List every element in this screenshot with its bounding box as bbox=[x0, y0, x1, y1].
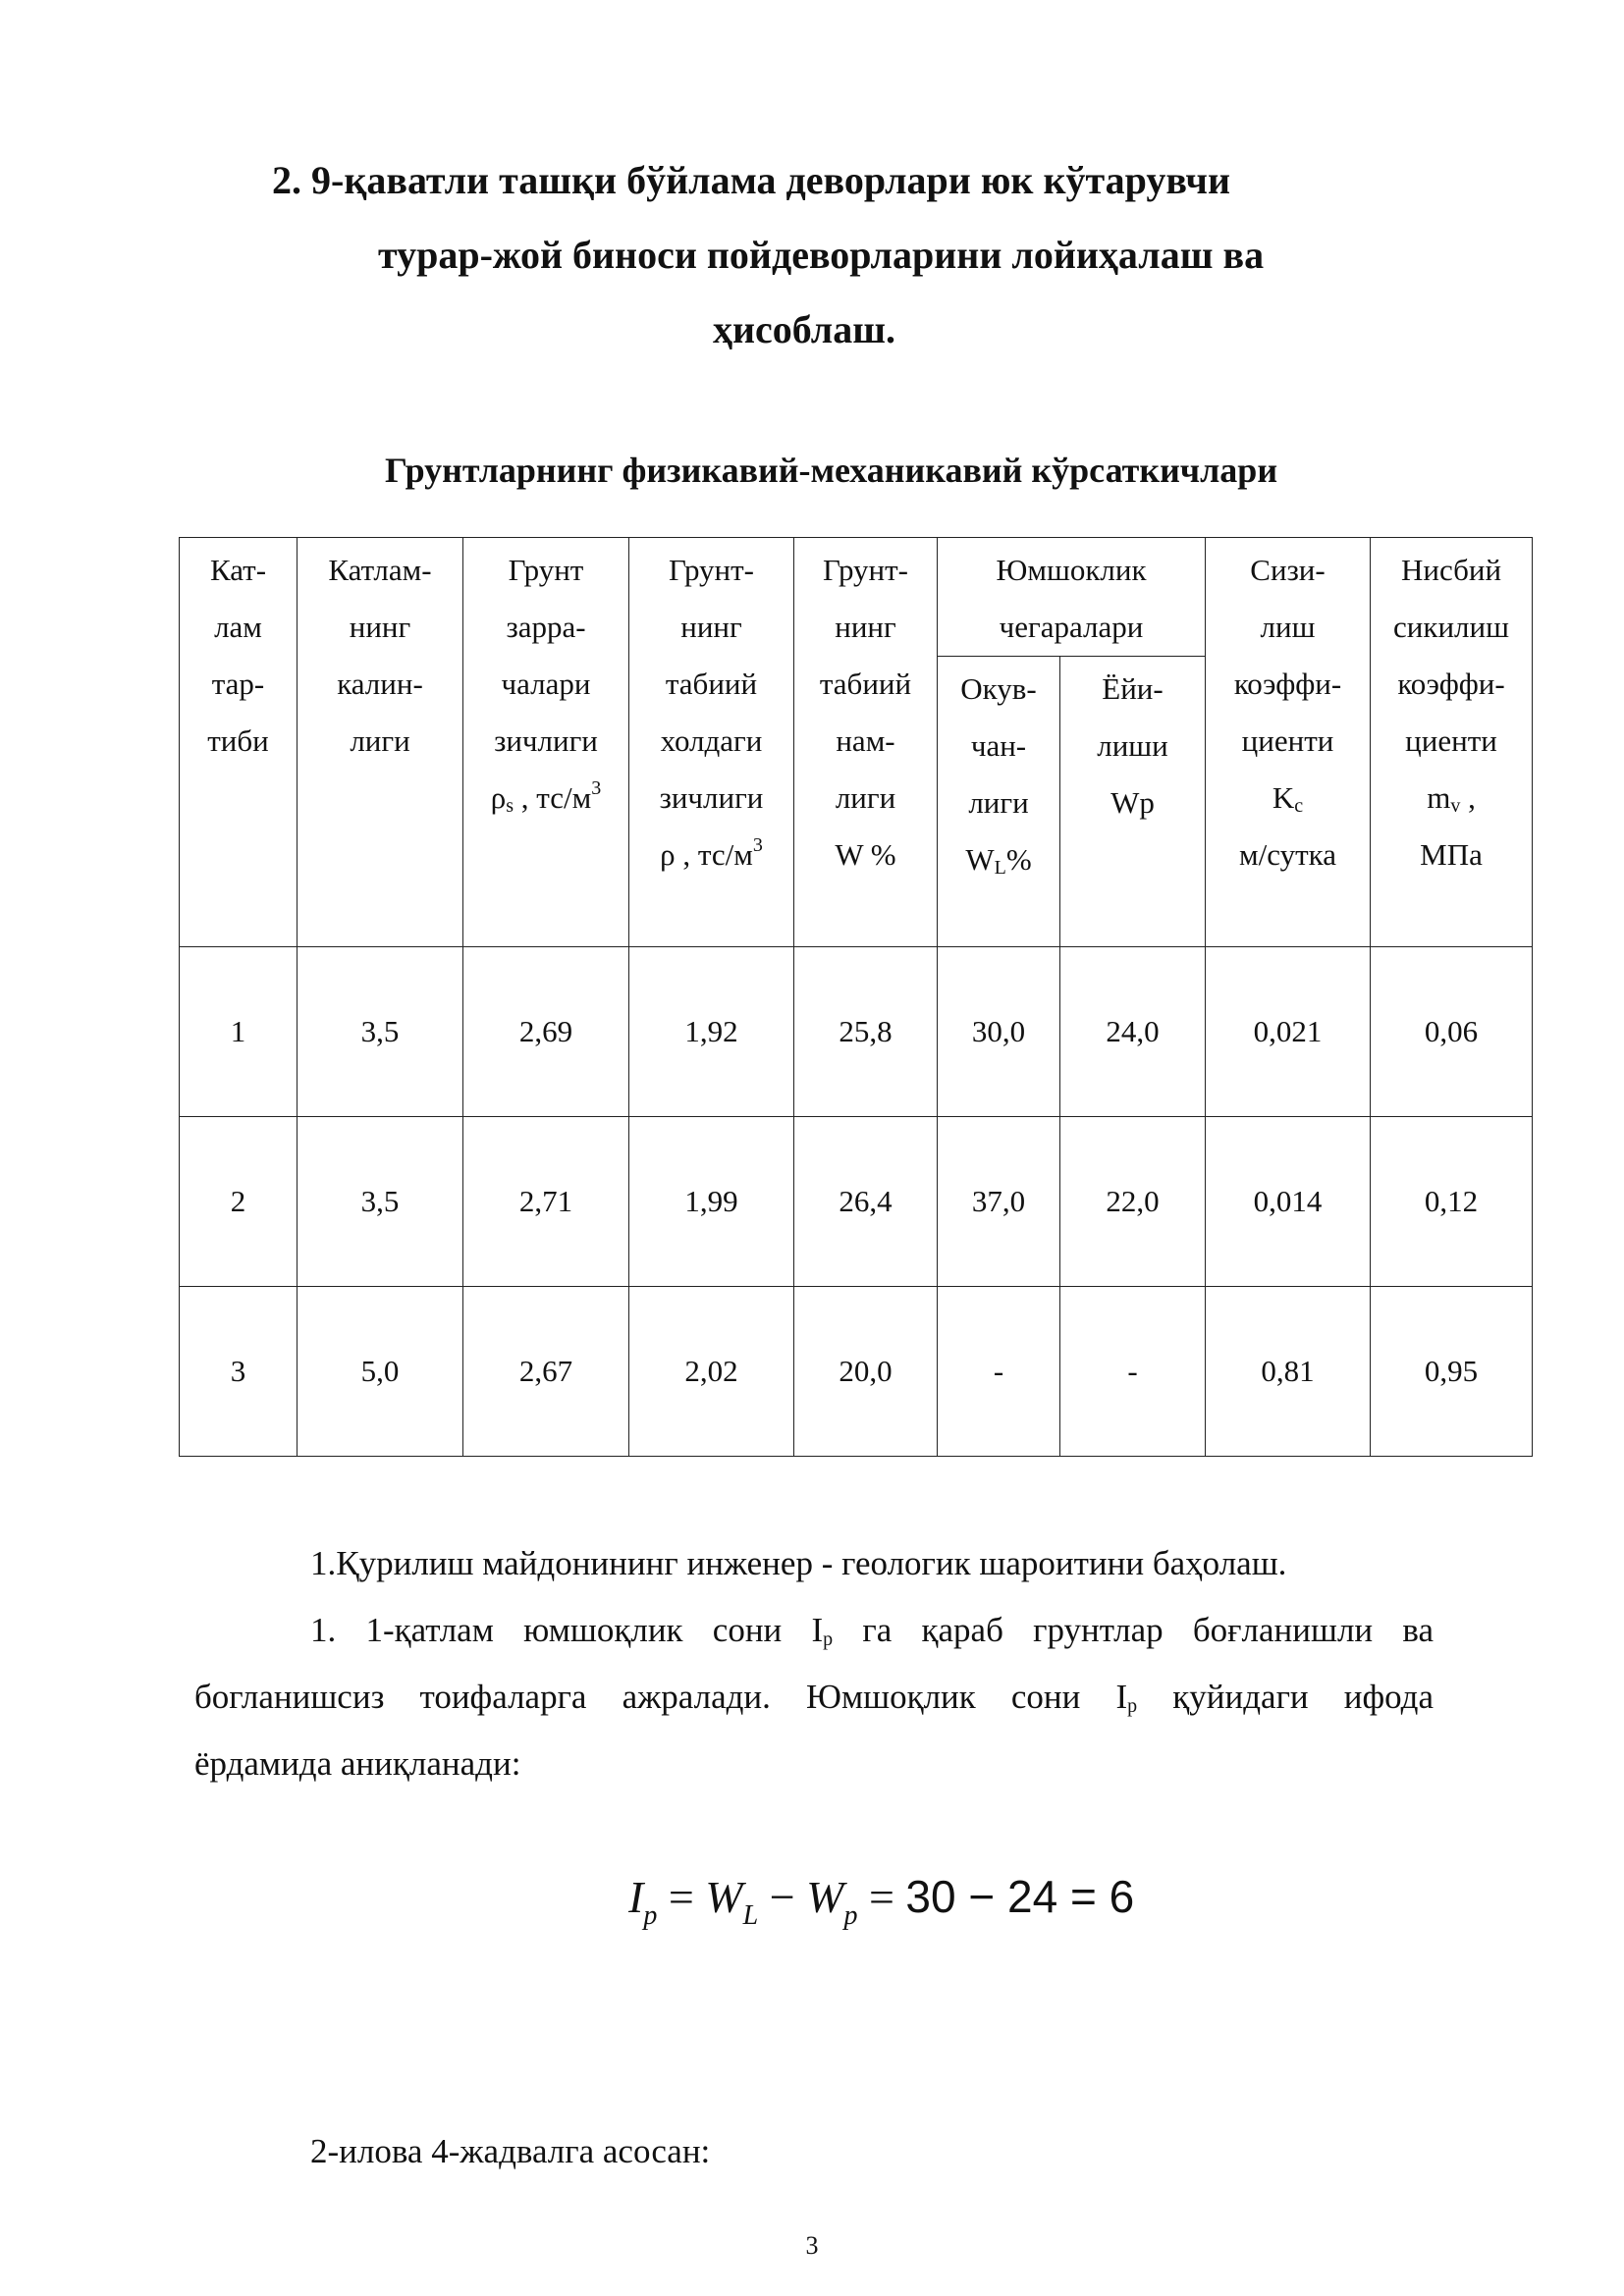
table-cell: 37,0 bbox=[938, 1117, 1060, 1287]
table-cell: 22,0 bbox=[1060, 1117, 1206, 1287]
section-heading-line-3: ҳисоблаш. bbox=[713, 307, 896, 351]
header-plasticity-limits: Юмшоклик чегаралари bbox=[938, 538, 1206, 657]
table-cell: 26,4 bbox=[794, 1117, 938, 1287]
table-cell: 2,67 bbox=[463, 1287, 629, 1457]
header-filtration-coefficient: Сизи- лиш коэффи- циенти $K_c$ м/сутка bbox=[1206, 538, 1371, 947]
table-cell: 2 bbox=[180, 1117, 298, 1287]
section-heading-line-1: 2. 9-қаватли ташқи бўйлама деворлари юк кўтарувчи bbox=[272, 158, 1231, 202]
table-cell: 1 bbox=[180, 947, 298, 1117]
table-cell: 3,5 bbox=[298, 1117, 463, 1287]
header-layer-order: Кат- лам тар- тиби bbox=[180, 538, 298, 947]
paragraph-site-assessment: 1.Қурилиш майдонининг инженер - геологик шароитини баҳолаш. bbox=[310, 1544, 1287, 1582]
table-cell: 0,014 bbox=[1206, 1117, 1371, 1287]
table-row bbox=[180, 1117, 1533, 1287]
table-cell: 25,8 bbox=[794, 947, 938, 1117]
table-cell: - bbox=[938, 1287, 1060, 1457]
header-layer-thickness: Катлам- нинг калин- лиги bbox=[298, 538, 463, 947]
table-cell: - bbox=[1060, 1287, 1206, 1457]
table-cell: 0,021 bbox=[1206, 947, 1371, 1117]
soil-properties-table bbox=[179, 537, 1533, 1457]
page-number: 3 bbox=[805, 2231, 819, 2260]
table-row bbox=[180, 1287, 1533, 1457]
table-cell: 2,02 bbox=[629, 1287, 794, 1457]
table-cell: 3,5 bbox=[298, 947, 463, 1117]
table-cell: 0,95 bbox=[1371, 1287, 1533, 1457]
table-cell: 0,06 bbox=[1371, 947, 1533, 1117]
table-cell: 2,69 bbox=[463, 947, 629, 1117]
table-cell: 0,12 bbox=[1371, 1117, 1533, 1287]
paragraph-appendix-reference: 2-илова 4-жадвалга асосан: bbox=[310, 2132, 711, 2170]
table-cell: 2,71 bbox=[463, 1117, 629, 1287]
header-particle-density: Грунт зарра- чалари зичлиги $\rho_s$ , $тс/м^3$ bbox=[463, 538, 629, 947]
table-cell: 1,99 bbox=[629, 1117, 794, 1287]
paragraph-plasticity-line-2: богланишсиз тоифаларга ажралади. Юмшоқлик сони $I_p$ қуйидаги ифода bbox=[194, 1678, 1434, 1717]
table-cell: 1,92 bbox=[629, 947, 794, 1117]
header-natural-density: Грунт- нинг табиий холдаги зичлиги ρ , $тс/м^3$ bbox=[629, 538, 794, 947]
table-cell: 30,0 bbox=[938, 947, 1060, 1117]
header-compressibility-coefficient: Нисбий сикилиш коэффи- циенти $m_v$ , МПа bbox=[1371, 538, 1533, 947]
header-plastic-limit: Ёйи- лиши Wp bbox=[1060, 657, 1206, 947]
table-cell: 0,81 bbox=[1206, 1287, 1371, 1457]
paragraph-plasticity-line-3: ёрдамида аниқланади: bbox=[194, 1744, 521, 1783]
table-cell: 20,0 bbox=[794, 1287, 938, 1457]
table-row bbox=[180, 947, 1533, 1117]
header-liquid-limit: Окув- чан- лиги $W_L\%$ bbox=[938, 657, 1060, 947]
paragraph-plasticity-line-1: 1. 1-қатлам юмшоқлик сони $I_p$ га қараб грунтлар боғланишли ва bbox=[310, 1611, 1434, 1650]
plasticity-index-formula: $I_p = W_L - W_p = 30 - 24 = 6$ bbox=[628, 1871, 1135, 1931]
section-heading-line-2: турар-жой биноси пойдеворларини лойиҳалаш ва bbox=[378, 233, 1265, 277]
table-caption: Грунтларнинг физикавий-механикавий кўрсаткичлари bbox=[385, 451, 1278, 490]
header-natural-moisture: Грунт- нинг табиий нам- лиги W % bbox=[794, 538, 938, 947]
table-cell: 5,0 bbox=[298, 1287, 463, 1457]
table-cell: 24,0 bbox=[1060, 947, 1206, 1117]
table-cell: 3 bbox=[180, 1287, 298, 1457]
